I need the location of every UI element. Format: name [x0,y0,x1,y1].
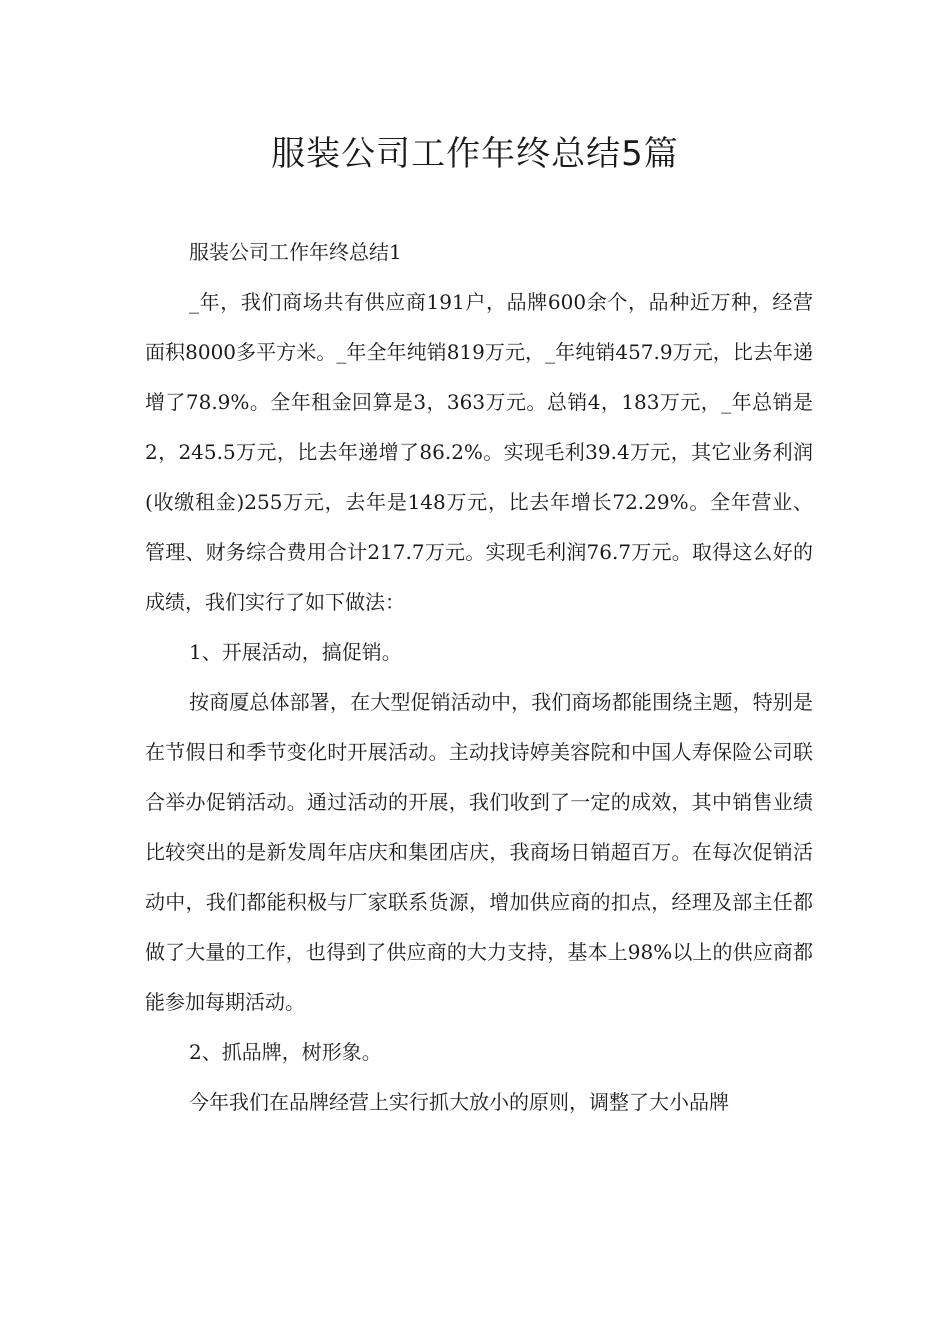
paragraph-sales-overview: _年，我们商场共有供应商191户，品牌600余个，品种近万种，经营面积8000多平方米。_年全年纯销819万元，_年纯销457.9万元，比去年递增了78.9%。全年租金回算是3，363万元。总销4，183万元，_年总销是2，245.5万元，比去年递增了86.2%。实现毛利39.4万元，其它业务利润(收缴租金)255万元，去年是148万元，比去年增长72.29%。全年营业、管理、财务综合费用合计217.7万元。实现毛利润76.7万元。取得这么好的成绩，我们实行了如下做法： [145,290,813,614]
paragraph-brands: 今年我们在品牌经营上实行抓大放小的原则，调整了大小品牌 [189,1090,729,1114]
section-heading-summary-1: 服装公司工作年终总结1 [189,240,402,264]
section-heading-promotions: 1、开展活动，搞促销。 [189,640,402,664]
paragraph-promotions: 按商厦总体部署，在大型促销活动中，我们商场都能围绕主题，特别是在节假日和季节变化时开展活动。主动找诗婷美容院和中国人寿保险公司联合举办促销活动。通过活动的开展，我们收到了一定的成效，其中销售业绩比较突出的是新发周年店庆和集团店庆，我商场日销超百万。在每次促销活动中，我们都能积极与厂家联系货源，增加供应商的扣点，经理及部主任都做了大量的工作，也得到了供应商的大力支持，基本上98%以上的供应商都能参加每期活动。 [145,690,813,1014]
section-heading-brands: 2、抓品牌，树形象。 [189,1040,382,1064]
document-title: 服装公司工作年终总结5篇 [271,134,679,174]
document-body [145,227,813,1127]
